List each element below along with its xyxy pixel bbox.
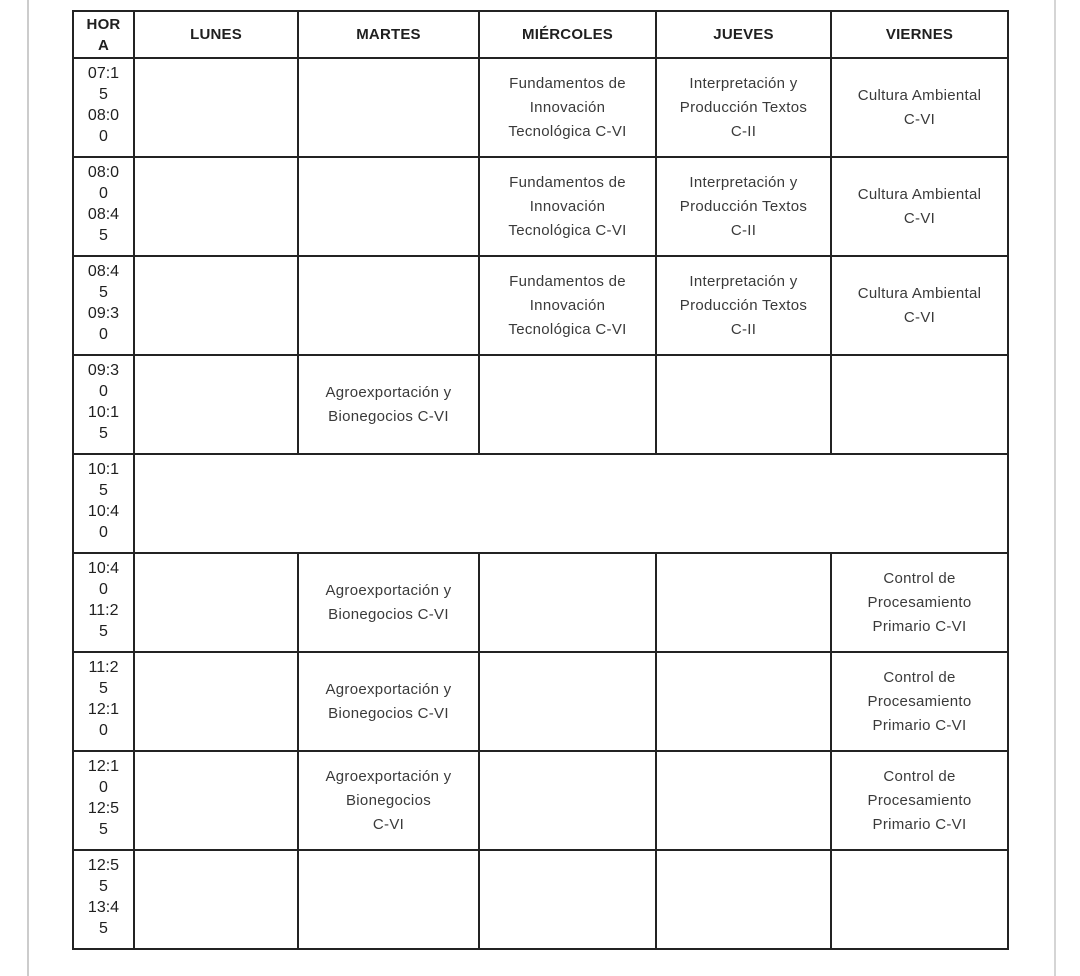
page-edge-left [27,0,29,976]
cell-viernes [831,355,1008,454]
schedule-row [73,58,1008,157]
text-line: 12:5 [87,800,120,817]
text-line: 09:3 [87,362,120,379]
text-line: C-II [730,320,757,338]
text-line: Producción Textos [679,296,808,314]
schedule-row [73,355,1008,454]
cell-jueves [656,751,831,850]
text-line: 5 [99,623,108,640]
cell-martes [298,58,479,157]
text-line: Interpretación y [689,272,798,290]
schedule-row [73,454,1008,553]
cell-jueves [656,256,831,355]
cell-lunes [134,652,298,751]
schedule-row [73,850,1008,949]
text-line: Tecnológica C-VI [508,320,627,338]
text-line: 0 [99,524,108,541]
cell-jueves [656,850,831,949]
text-line: Primario C-VI [872,815,967,833]
cell-lunes [134,751,298,850]
time-cell [73,256,134,355]
time-cell [73,355,134,454]
text-line: Bionegocios C-VI [328,407,449,425]
text-line: Cultura Ambiental [857,86,982,104]
cell-jueves [656,157,831,256]
cell-martes [298,553,479,652]
text-line: 0 [99,185,108,202]
cell-miercoles [479,850,656,949]
text-line: 5 [99,920,108,937]
text-line: Procesamiento [867,791,972,809]
text-line: Tecnológica C-VI [508,122,627,140]
text-line: 5 [99,86,108,103]
text-line: 10:1 [87,404,120,421]
text-line: 0 [99,722,108,739]
cell-lunes [134,256,298,355]
text-line: 13:4 [87,899,120,916]
time-cell [73,58,134,157]
text-line: Tecnológica C-VI [508,221,627,239]
cell-jueves [656,652,831,751]
cell-lunes [134,157,298,256]
cell-lunes [134,850,298,949]
text-line: 5 [99,680,108,697]
text-line: MARTES [356,26,421,43]
text-line: 5 [99,284,108,301]
text-line: Control de [883,767,956,785]
header-cell-lunes [134,11,298,58]
text-line: 10:4 [87,503,120,520]
text-line: 11:2 [88,659,119,676]
text-line: C-VI [903,308,936,326]
cell-miercoles [479,157,656,256]
text-line: A [97,36,110,54]
text-line: C-VI [903,209,936,227]
text-line: Innovación [529,197,606,215]
header-row [73,11,1008,58]
text-line: LUNES [190,26,242,43]
cell-miercoles [479,652,656,751]
cell-viernes [831,652,1008,751]
time-cell [73,751,134,850]
text-line: Primario C-VI [872,617,967,635]
text-line: Bionegocios [345,791,432,809]
text-line: Primario C-VI [872,716,967,734]
text-line: 09:3 [87,305,120,322]
cell-miercoles [479,355,656,454]
header-cell-martes [298,11,479,58]
text-line: Procesamiento [867,593,972,611]
time-cell [73,850,134,949]
text-line: Fundamentos de [509,74,626,92]
cell-martes [298,256,479,355]
header-cell-miercoles [479,11,656,58]
text-line: 0 [99,326,108,343]
text-line: Agroexportación y [325,680,452,698]
time-cell [73,553,134,652]
text-line: C-VI [903,110,936,128]
text-line: 08:0 [87,164,120,181]
cell-miercoles [479,751,656,850]
schedule-table [72,10,1009,950]
text-line: VIERNES [885,26,954,43]
text-line: Procesamiento [867,692,972,710]
text-line: Agroexportación y [325,767,452,785]
text-line: 07:1 [87,65,120,82]
text-line: Producción Textos [679,197,808,215]
cell-viernes [831,157,1008,256]
text-line: HOR [86,15,121,33]
cell-lunes [134,355,298,454]
text-line: 5 [99,482,108,499]
cell-miercoles [479,256,656,355]
text-line: Cultura Ambiental [857,284,982,302]
text-line: Control de [883,569,956,587]
text-line: 5 [99,821,108,838]
time-cell [73,454,134,553]
text-line: 11:2 [88,602,119,619]
text-line: Fundamentos de [509,173,626,191]
cell-lunes [134,58,298,157]
text-line: 5 [99,878,108,895]
schedule-row [73,256,1008,355]
merged-empty-cell [134,454,1008,553]
text-line: Innovación [529,98,606,116]
cell-martes [298,652,479,751]
text-line: 12:1 [87,758,120,775]
cell-martes [298,157,479,256]
header-cell-viernes [831,11,1008,58]
text-line: 10:1 [87,461,120,478]
cell-martes [298,850,479,949]
cell-jueves [656,355,831,454]
text-line: Bionegocios C-VI [328,704,449,722]
cell-viernes [831,58,1008,157]
text-line: Producción Textos [679,98,808,116]
cell-martes [298,751,479,850]
text-line: 12:5 [87,857,120,874]
text-line: 0 [99,128,108,145]
text-line: 10:4 [87,560,120,577]
cell-viernes [831,751,1008,850]
text-line: Interpretación y [689,74,798,92]
text-line: 0 [99,383,108,400]
text-line: Cultura Ambiental [857,185,982,203]
cell-jueves [656,553,831,652]
text-line: 0 [99,779,108,796]
text-line: Control de [883,668,956,686]
text-line: Agroexportación y [325,581,452,599]
cell-miercoles [479,58,656,157]
schedule-header [73,11,1008,58]
cell-martes [298,355,479,454]
text-line: Agroexportación y [325,383,452,401]
text-line: JUEVES [713,26,774,43]
cell-miercoles [479,553,656,652]
text-line: Innovación [529,296,606,314]
header-cell-hora [73,11,134,58]
cell-viernes [831,850,1008,949]
text-line: 12:1 [87,701,120,718]
schedule-row [73,652,1008,751]
text-line: Bionegocios C-VI [328,605,449,623]
text-line: C-II [730,221,757,239]
page-edge-right [1054,0,1056,976]
text-line: C-VI [372,815,405,833]
text-line: Interpretación y [689,173,798,191]
text-line: MIÉRCOLES [522,26,613,43]
schedule-row [73,157,1008,256]
text-line: 5 [99,227,108,244]
schedule-row [73,553,1008,652]
cell-viernes [831,256,1008,355]
schedule-row [73,751,1008,850]
text-line: 08:4 [87,206,120,223]
text-line: 5 [99,425,108,442]
text-line: 08:0 [87,107,120,124]
text-line: 0 [99,581,108,598]
cell-jueves [656,58,831,157]
text-line: Fundamentos de [509,272,626,290]
header-cell-jueves [656,11,831,58]
cell-lunes [134,553,298,652]
text-line: C-II [730,122,757,140]
schedule-body [73,58,1008,949]
time-cell [73,157,134,256]
time-cell [73,652,134,751]
cell-viernes [831,553,1008,652]
text-line: 08:4 [87,263,120,280]
